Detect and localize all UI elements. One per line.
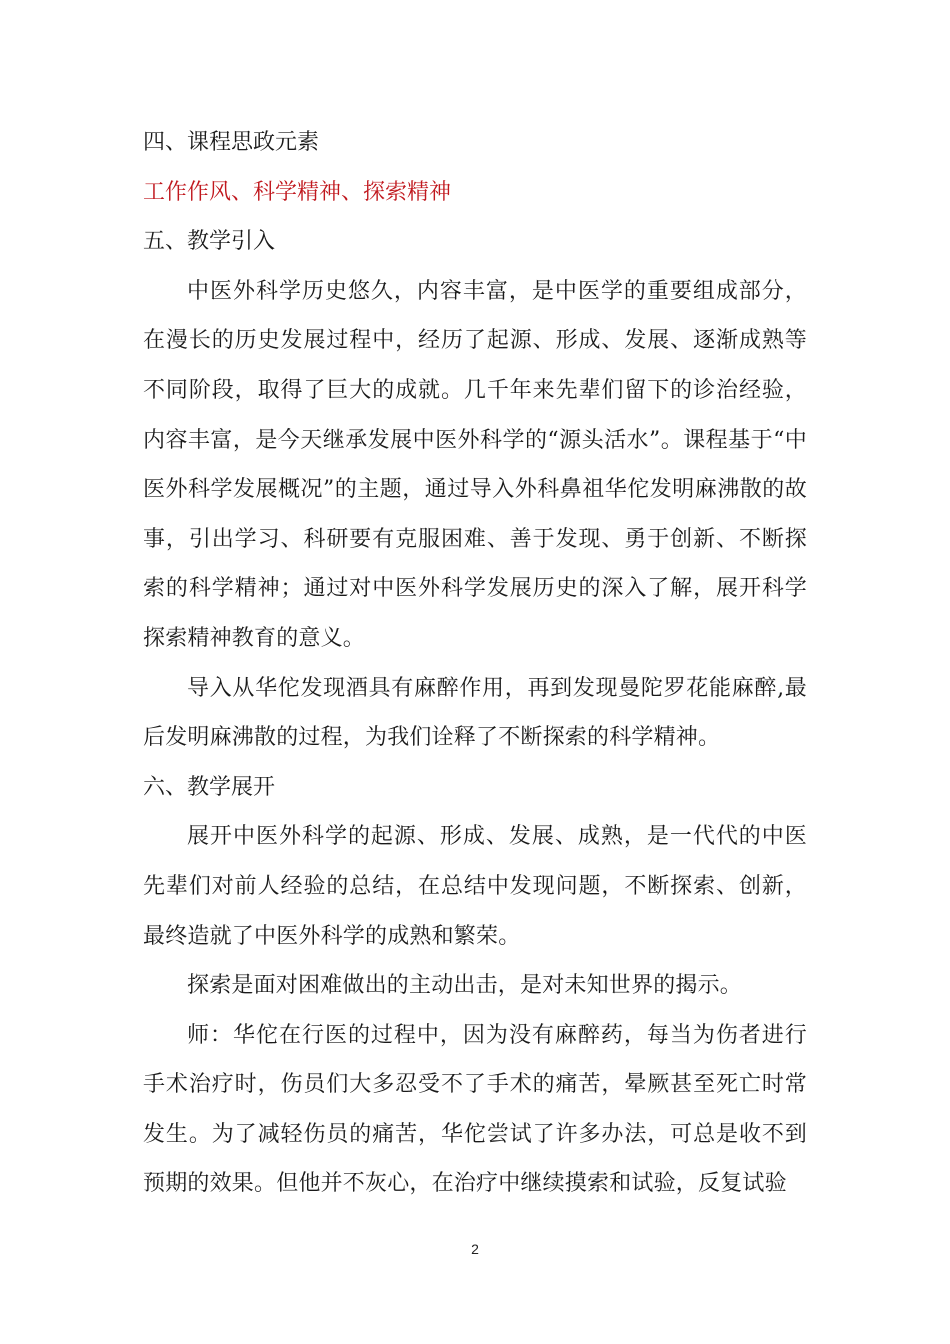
section-heading-course-ideology: 四、课程思政元素 <box>143 130 320 155</box>
page-number: 2 <box>471 1241 479 1257</box>
development-paragraph-1: 展开中医外科学的起源、形成、发展、成熟，是一代代的中医先辈们对前人经验的总结，在总结中发现问题，不断探索、创新，最终造就了中医外科学的成熟和繁荣。 <box>143 824 807 949</box>
introduction-paragraph-1: 中医外科学历史悠久，内容丰富，是中医学的重要组成部分，在漫长的历史发展过程中，经历了起源、形成、发展、逐渐成熟等不同阶段，取得了巨大的成就。几千年来先辈们留下的诊治经验，内容丰富，是今天继承发展中医外科学的“源头活水”。课程基于“中医外科学发展概况”的主题，通过导入外科鼻祖华佗发明麻沸散的故事，引出学习、科研要有克服困难、善于发现、勇于创新、不断探索的科学精神；通过对中医外科学发展历史的深入了解，展开科学探索精神教育的意义。 <box>143 278 807 651</box>
development-paragraph-3: 师：华佗在行医的过程中，因为没有麻醉药，每当为伤者进行手术治疗时，伤员们大多忍受不了手术的痛苦，晕厥甚至死亡时常发生。为了减轻伤员的痛苦，华佗尝试了许多办法，可总是收不到预期的效果。但他并不灰心，在治疗中继续摸索和试验，反复试验 <box>143 1022 807 1197</box>
development-paragraph-2: 探索是面对困难做出的主动出击，是对未知世界的揭示。 <box>187 973 743 999</box>
page-content <box>143 118 807 1209</box>
ideology-elements-text: 工作作风、科学精神、探索精神 <box>143 179 452 205</box>
section-heading-teaching-development: 六、教学展开 <box>143 774 276 800</box>
section-heading-teaching-introduction: 五、教学引入 <box>143 229 276 255</box>
introduction-paragraph-2: 导入从华佗发现酒具有麻醉作用，再到发现曼陀罗花能麻醉,最后发明麻沸散的过程，为我们诠释了不断探索的科学精神。 <box>143 675 807 751</box>
